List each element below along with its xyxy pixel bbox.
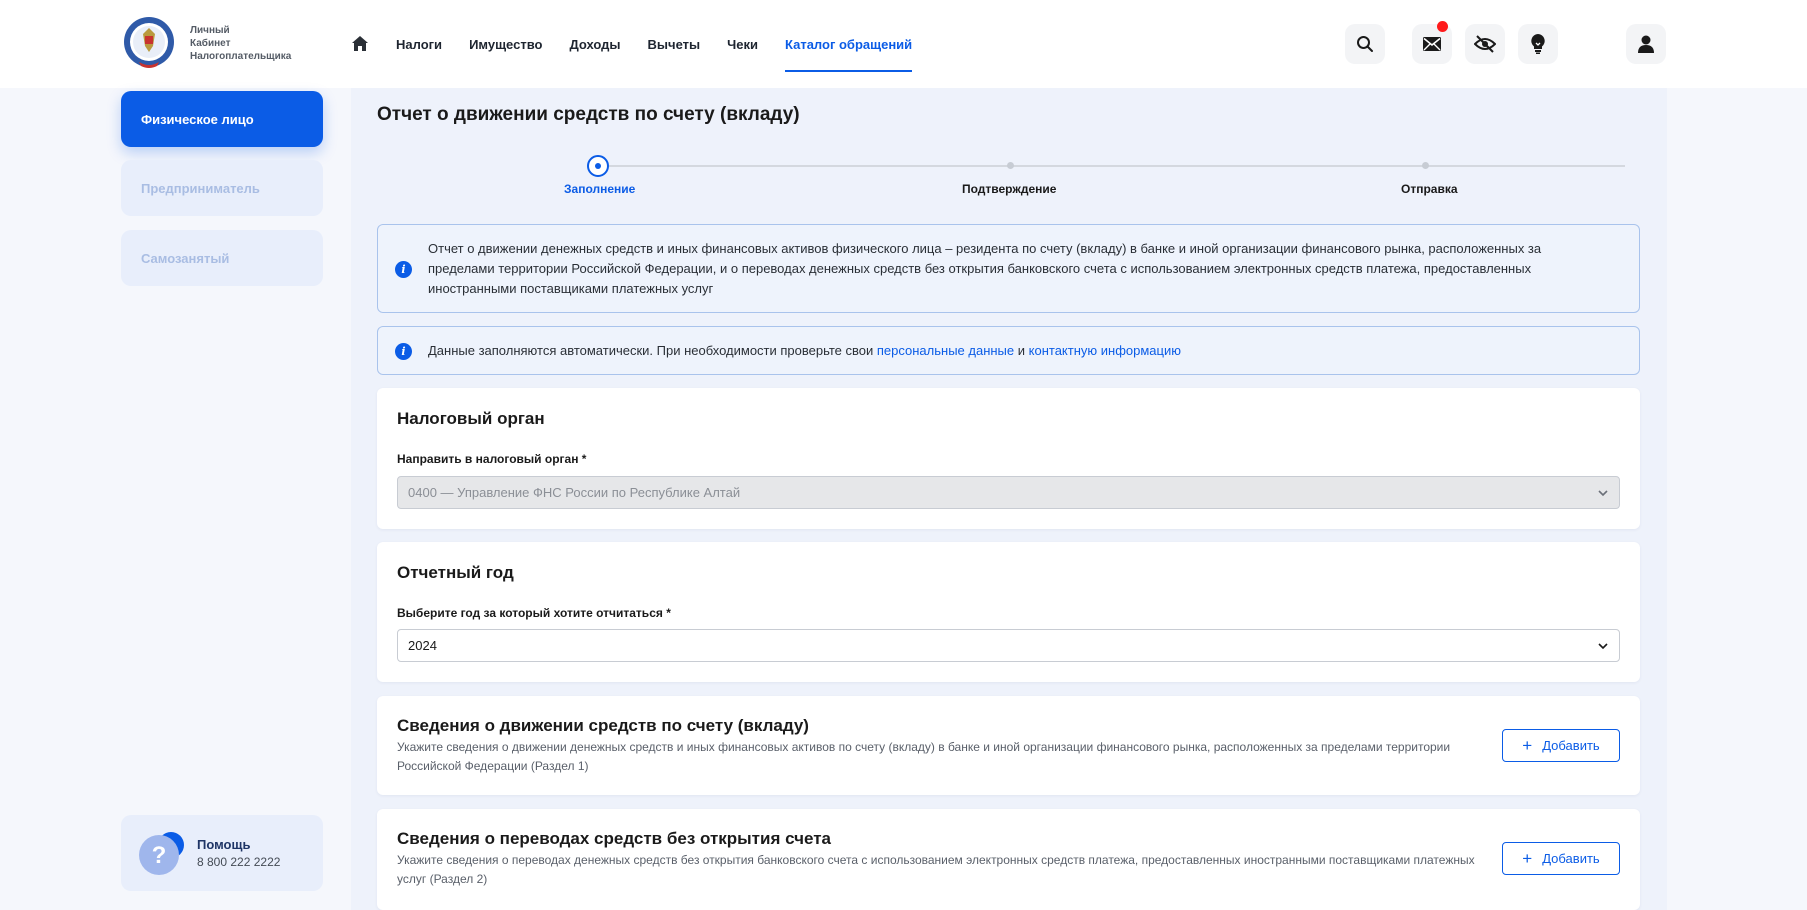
add-section1-button[interactable] [1502, 729, 1620, 762]
step-label-confirmation: Подтверждение [962, 182, 1057, 196]
card-title: Отчетный год [397, 563, 514, 582]
help-title: Помощь [197, 837, 251, 852]
logo-text [190, 24, 291, 63]
card-description: Укажите сведения о движении денежных средств и иных финансовых активов по счету (вкладу) в банке и иной организации финансового рынка, расположенных за пределами территории Российской Федерации (Раздел 1) [397, 740, 1451, 773]
main-nav [348, 0, 939, 88]
field-label: Выберите год за который хотите отчитаться * [397, 606, 671, 620]
step-indicator-active [587, 155, 609, 177]
fns-logo[interactable] [123, 16, 175, 70]
select-value: 2024 [408, 638, 437, 653]
report-year-card [377, 542, 1640, 682]
help-widget[interactable] [121, 815, 323, 891]
stepper-line [609, 165, 1625, 167]
home-icon[interactable] [348, 32, 372, 56]
visibility-toggle-button[interactable] [1465, 24, 1505, 64]
info-text-autofill [428, 341, 1609, 361]
section1-card [377, 696, 1640, 795]
contact-info-link[interactable]: контактную информацию [1028, 343, 1181, 358]
svg-text:?: ? [151, 842, 167, 869]
card-title: Сведения о движении средств по счету (вкладу) [397, 716, 809, 735]
nav-item-imushchestvo[interactable]: Имущество [469, 36, 543, 52]
info-text-part: Данные заполняются автоматически. При необходимости проверьте свои [428, 343, 877, 358]
card-description: Укажите сведения о переводах денежных средств без открытия банковского счета с использованием электронных средств платежа, предоставленных иностранными поставщиками платежных услуг (Раздел 2) [397, 853, 1475, 886]
field-label: Направить в налоговый орган * [397, 452, 587, 466]
button-label: Добавить [1542, 851, 1600, 866]
step-label-filling: Заполнение [564, 182, 636, 196]
user-icon [1638, 35, 1654, 53]
sidebar-item-predprinimatel[interactable]: Предприниматель [121, 160, 323, 216]
tips-button[interactable] [1518, 24, 1558, 64]
card-title: Сведения о переводах средств без открытия счета [397, 829, 831, 848]
logo-line: Налогоплательщика [190, 51, 292, 62]
stepper [377, 150, 1640, 200]
nav-item-nalogi[interactable]: Налоги [396, 36, 443, 52]
lightbulb-icon [1531, 34, 1545, 54]
mail-icon [1423, 37, 1441, 51]
add-section2-button[interactable] [1502, 842, 1620, 875]
info-box-report [377, 224, 1640, 313]
nav-item-katalog[interactable]: Каталог обращений [785, 0, 912, 88]
personal-data-link[interactable]: персональные данные [876, 343, 1015, 358]
help-icon [137, 829, 189, 877]
section2-card [377, 809, 1640, 910]
info-icon: i [395, 261, 412, 278]
step-indicator [1007, 162, 1014, 169]
search-button[interactable] [1345, 24, 1385, 64]
info-text: Отчет о движении денежных средств и иных финансовых активов физического лица – резидента по счету (вкладу) в банке и иной организации финансового рынка, расположенных за пределами территории Российской Федерации, и о переводах денежных средств без открытия банковского счета с использованием электронных средств платежа, предоставленных иностранными поставщиками платежных услуг [428, 241, 1542, 296]
logo-line: Личный [190, 25, 230, 36]
step-indicator [1422, 162, 1429, 169]
help-phone[interactable]: 8 800 222 2222 [197, 855, 281, 869]
sidebar-item-samozanyatyi[interactable]: Самозанятый [121, 230, 323, 286]
eye-off-icon [1474, 35, 1496, 53]
chevron-down-icon [1597, 487, 1609, 499]
step-label-sending: Отправка [1401, 182, 1458, 196]
nav-item-dokhody[interactable]: Доходы [569, 36, 621, 52]
info-text-part: и [1014, 343, 1029, 358]
tax-authority-card [377, 388, 1640, 529]
page-title: Отчет о движении средств по счету (вкладу) [377, 104, 800, 125]
nav-item-vychety[interactable]: Вычеты [647, 36, 701, 52]
plus-icon: + [1522, 849, 1533, 868]
messages-button[interactable] [1412, 24, 1452, 64]
notification-badge [1437, 21, 1448, 32]
info-box-autofill [377, 326, 1640, 375]
chevron-down-icon [1597, 640, 1609, 652]
logo-line: Кабинет [190, 38, 231, 49]
sidebar-item-fizlico[interactable]: Физическое лицо [121, 91, 323, 147]
select-value: 0400 — Управление ФНС России по Республике Алтай [408, 485, 741, 500]
card-title: Налоговый орган [397, 409, 545, 428]
tax-authority-select[interactable] [397, 476, 1620, 509]
top-header [0, 0, 1807, 88]
button-label: Добавить [1542, 738, 1600, 753]
plus-icon: + [1522, 736, 1533, 755]
nav-item-cheki[interactable]: Чеки [727, 36, 758, 52]
profile-button[interactable] [1626, 24, 1666, 64]
search-icon [1356, 35, 1374, 53]
info-icon: i [395, 343, 412, 360]
report-year-select[interactable] [397, 629, 1620, 662]
